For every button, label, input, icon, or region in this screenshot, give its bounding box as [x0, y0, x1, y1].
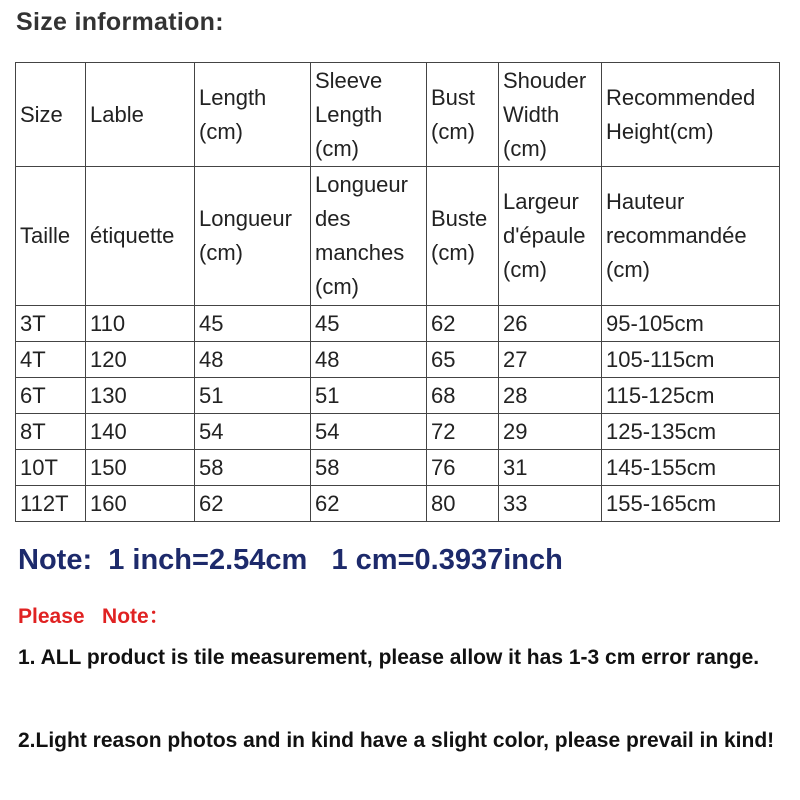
table-cell: 31 [499, 450, 602, 486]
table-cell: 80 [427, 486, 499, 522]
header-cell: Longueur (cm) [195, 167, 311, 306]
table-cell: 145-155cm [602, 450, 780, 486]
please-note-heading: Please Note： [18, 605, 170, 628]
table-body [16, 306, 780, 522]
table-cell: 120 [86, 342, 195, 378]
header-cell: Lable [86, 63, 195, 167]
header-row-french [16, 167, 780, 306]
table-cell: 76 [427, 450, 499, 486]
table-row [16, 414, 780, 450]
table-cell: 48 [195, 342, 311, 378]
table-cell: 140 [86, 414, 195, 450]
header-cell: Length (cm) [195, 63, 311, 167]
size-table [15, 62, 780, 522]
table-cell: 54 [311, 414, 427, 450]
header-cell: Bust (cm) [427, 63, 499, 167]
table-cell: 68 [427, 378, 499, 414]
conversion-note: Note: 1 inch=2.54cm 1 cm=0.3937inch [18, 544, 563, 576]
measurement-note: 1. ALL product is tile measurement, please allow it has 1-3 cm error range. [18, 646, 760, 669]
table-cell: 155-165cm [602, 486, 780, 522]
table-cell: 112T [16, 486, 86, 522]
table-cell: 105-115cm [602, 342, 780, 378]
table-cell: 51 [311, 378, 427, 414]
page-title: Size information: [16, 8, 224, 36]
table-cell: 3T [16, 306, 86, 342]
header-cell: Size [16, 63, 86, 167]
table-cell: 54 [195, 414, 311, 450]
table-cell: 110 [86, 306, 195, 342]
table-row [16, 342, 780, 378]
table-cell: 62 [427, 306, 499, 342]
table-cell: 62 [195, 486, 311, 522]
color-note: 2.Light reason photos and in kind have a slight color, please prevail in kind! [18, 729, 775, 752]
table-cell: 29 [499, 414, 602, 450]
table-cell: 28 [499, 378, 602, 414]
table-cell: 58 [195, 450, 311, 486]
table-row [16, 306, 780, 342]
table-cell: 33 [499, 486, 602, 522]
table-cell: 130 [86, 378, 195, 414]
table-cell: 45 [195, 306, 311, 342]
table-cell: 4T [16, 342, 86, 378]
table-cell: 45 [311, 306, 427, 342]
table-cell: 95-105cm [602, 306, 780, 342]
table-cell: 72 [427, 414, 499, 450]
header-cell: Sleeve Length (cm) [311, 63, 427, 167]
table-cell: 10T [16, 450, 86, 486]
table-cell: 65 [427, 342, 499, 378]
table-row [16, 450, 780, 486]
table-cell: 51 [195, 378, 311, 414]
table-cell: 160 [86, 486, 195, 522]
table-cell: 6T [16, 378, 86, 414]
header-cell: Hauteur recommandée (cm) [602, 167, 780, 306]
table-cell: 27 [499, 342, 602, 378]
table-cell: 8T [16, 414, 86, 450]
table-cell: 115-125cm [602, 378, 780, 414]
header-cell: Recommended Height(cm) [602, 63, 780, 167]
table-row [16, 378, 780, 414]
header-row-english [16, 63, 780, 167]
header-cell: étiquette [86, 167, 195, 306]
table-row [16, 486, 780, 522]
table-cell: 125-135cm [602, 414, 780, 450]
table-cell: 150 [86, 450, 195, 486]
table-cell: 26 [499, 306, 602, 342]
table-cell: 62 [311, 486, 427, 522]
header-cell: Shouder Width (cm) [499, 63, 602, 167]
header-cell: Buste (cm) [427, 167, 499, 306]
table-cell: 48 [311, 342, 427, 378]
header-cell: Largeur d'épaule (cm) [499, 167, 602, 306]
header-cell: Taille [16, 167, 86, 306]
header-cell: Longueur des manches (cm) [311, 167, 427, 306]
table-cell: 58 [311, 450, 427, 486]
